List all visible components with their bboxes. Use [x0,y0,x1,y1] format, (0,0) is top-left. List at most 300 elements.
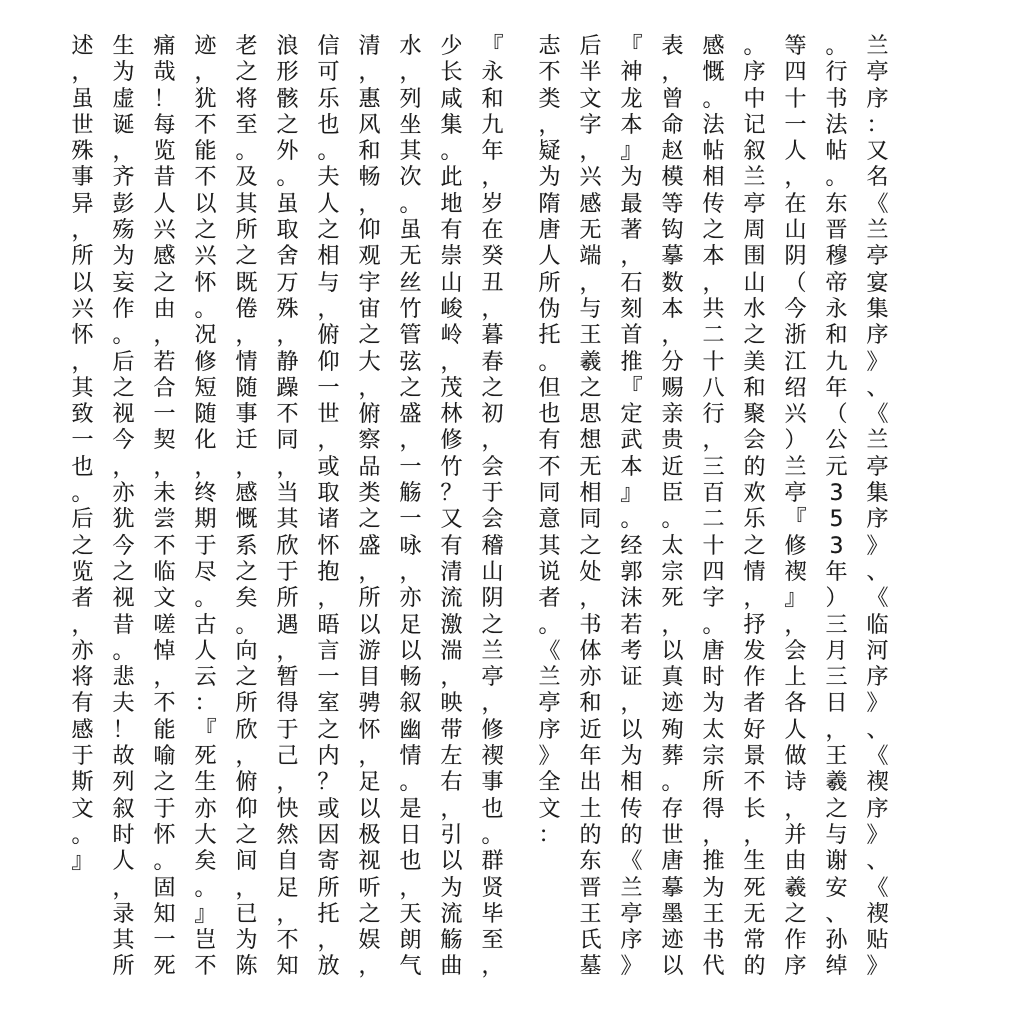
text-character: 殊 [276,296,299,322]
text-column [185,34,226,981]
text-character: 契 [153,428,176,454]
text-character: 文 [71,796,94,822]
text-character: 书 [579,612,602,638]
text-character: 在 [784,191,807,217]
text-character: 所 [702,770,725,796]
text-character: 氏 [579,928,602,954]
text-character: 阴 [481,586,504,612]
text-character: 者 [743,691,766,717]
text-character: 叙 [399,691,422,717]
text-character: ？ [440,481,463,507]
text-character: 人 [153,191,176,217]
text-character: 年 [481,139,504,165]
text-character: ， [440,349,463,375]
text-character: 也 [71,454,94,480]
text-character: 死 [661,586,684,612]
text-character: 骋 [358,691,381,717]
text-character: 元 [825,454,848,480]
text-character: 、 [866,559,889,585]
text-character: 孙 [825,928,848,954]
text-character: 的 [579,822,602,848]
text-character: 浪 [276,34,299,59]
text-character: 岭 [440,323,463,349]
text-character: 少 [440,34,463,59]
text-character: 之 [702,218,725,244]
text-character: 本 [620,454,643,480]
text-character: 或 [317,796,340,822]
text-character: 之 [235,559,258,585]
text-character: 端 [579,244,602,270]
text-character: 陈 [235,954,258,980]
text-character: ， [276,770,299,796]
text-character: 后 [579,34,602,59]
text-character: 修 [194,349,217,375]
text-character: ， [153,454,176,480]
text-character: 感 [153,244,176,270]
text-character: 丑 [481,270,504,296]
text-character: 抒 [743,612,766,638]
text-character: 类 [358,481,381,507]
text-character: 相 [620,770,643,796]
text-character: ， [784,796,807,822]
text-character: 。 [702,612,725,638]
text-character: 慨 [702,60,725,86]
text-column [431,34,472,981]
text-character: 夫 [112,691,135,717]
text-character: 崇 [440,244,463,270]
text-character: 作 [784,928,807,954]
text-character: 之 [235,665,258,691]
text-character: 以 [358,612,381,638]
text-character: 诞 [112,112,135,138]
text-character: 快 [276,796,299,822]
text-character: 数 [661,270,684,296]
text-character: 人 [538,244,561,270]
text-character: ， [276,454,299,480]
text-character: 禊 [866,901,889,927]
text-character: 后 [71,507,94,533]
text-character: 殇 [112,218,135,244]
text-character: 禊 [866,770,889,796]
text-character: 气 [399,954,422,980]
text-character: 文 [579,86,602,112]
text-character: 二 [702,507,725,533]
text-character: 。 [194,586,217,612]
text-character: 和 [481,86,504,112]
text-character: ， [71,218,94,244]
text-character: 修 [481,717,504,743]
text-character: 山 [481,559,504,585]
text-character: 犹 [194,86,217,112]
text-character: 若 [153,349,176,375]
text-character: 美 [743,349,766,375]
text-character: 世 [661,822,684,848]
text-character: 『 [620,34,643,59]
text-character: 今 [112,428,135,454]
text-character: 字 [702,586,725,612]
text-character: ， [440,665,463,691]
text-character: 山 [440,270,463,296]
text-character: 一 [317,665,340,691]
text-character: ， [440,796,463,822]
text-character: 会 [784,638,807,664]
text-character: 之 [235,244,258,270]
text-character: 欣 [276,533,299,559]
text-character: 所 [317,875,340,901]
text-character: 日 [399,822,422,848]
text-character: ！ [112,717,135,743]
text-character: 《 [866,191,889,217]
text-character: 以 [440,849,463,875]
text-character: 兰 [866,428,889,454]
text-character: 其 [276,507,299,533]
text-character: 不 [194,954,217,980]
text-character: 八 [702,375,725,401]
text-character: 。 [440,139,463,165]
text-character: 分 [661,349,684,375]
text-character: 》 [866,954,889,980]
text-character: 唐 [661,849,684,875]
text-character: 不 [153,691,176,717]
text-character: 情 [235,349,258,375]
text-character: 暂 [276,665,299,691]
text-character: 昔 [112,612,135,638]
text-character: 』 [620,481,643,507]
text-character: 得 [702,796,725,822]
text-character: 存 [661,796,684,822]
text-character: 江 [784,349,807,375]
text-character: 已 [235,901,258,927]
text-character: 年 [579,744,602,770]
text-character: ， [661,612,684,638]
text-character: 未 [153,481,176,507]
text-character: 同 [276,428,299,454]
text-character: 自 [276,849,299,875]
text-character: 摹 [661,244,684,270]
text-character: 怀 [153,822,176,848]
text-character: 天 [399,901,422,927]
intro-section [529,34,898,981]
text-character: 为 [702,691,725,717]
text-character: 视 [358,849,381,875]
text-character: ： [866,112,889,138]
text-character: 和 [743,375,766,401]
text-character: 集 [866,296,889,322]
text-character: 不 [743,770,766,796]
text-character: 穆 [825,244,848,270]
text-character: 长 [440,60,463,86]
text-character: 己 [276,744,299,770]
text-character: 与 [825,822,848,848]
text-character: 亦 [579,665,602,691]
text-character: 于 [276,717,299,743]
text-character: 异 [71,191,94,217]
text-character: ， [358,375,381,401]
text-column [349,34,390,981]
text-character: 宗 [702,744,725,770]
text-character: 的 [743,454,766,480]
text-character: 体 [579,638,602,664]
text-character: 意 [538,507,561,533]
text-character: 列 [399,86,422,112]
text-character: 龙 [620,86,643,112]
text-character: ， [112,139,135,165]
text-character: 之 [276,112,299,138]
text-character: 真 [661,665,684,691]
text-character: 序 [866,323,889,349]
text-character: 风 [358,112,381,138]
text-character: 土 [579,796,602,822]
text-character: 『 [784,507,807,533]
text-character: 知 [276,954,299,980]
text-character: 为 [440,875,463,901]
text-character: 帝 [825,270,848,296]
text-column [734,34,775,981]
text-character: 书 [702,928,725,954]
text-character: 娱 [358,928,381,954]
text-character: 彭 [112,191,135,217]
text-character: 想 [579,428,602,454]
text-character: ， [702,822,725,848]
text-character: ） [784,428,807,454]
text-character: 》 [866,822,889,848]
text-character: ， [661,323,684,349]
text-character: 察 [358,428,381,454]
text-character: 录 [112,901,135,927]
text-character: 东 [825,191,848,217]
text-character: 一 [153,928,176,954]
text-character: 九 [825,349,848,375]
text-character: 也 [317,112,340,138]
text-character: 绍 [784,375,807,401]
text-character: 览 [153,139,176,165]
text-character: 之 [358,507,381,533]
text-character: 带 [440,717,463,743]
text-character: 亭 [743,191,766,217]
text-character: 序 [866,507,889,533]
text-character: 百 [702,481,725,507]
text-character: 太 [661,533,684,559]
text-character: 周 [743,218,766,244]
text-character: 老 [235,34,258,59]
text-character: 不 [194,112,217,138]
text-character: 殊 [71,139,94,165]
text-character: 》 [866,349,889,375]
text-character: 人 [784,717,807,743]
text-character: 兰 [538,665,561,691]
text-character: ， [358,191,381,217]
text-character: 景 [743,744,766,770]
text-character: 兴 [153,218,176,244]
text-character: 兰 [481,638,504,664]
text-character: 、 [866,717,889,743]
text-character: 宴 [866,270,889,296]
text-character: 同 [579,507,602,533]
text-character: 人 [112,849,135,875]
text-character: 故 [112,744,135,770]
text-character: ， [153,323,176,349]
text-character: 乐 [317,86,340,112]
text-character: 为 [620,744,643,770]
text-character: ， [620,691,643,717]
text-character: 序 [743,60,766,86]
text-character: 绰 [825,954,848,980]
text-character: 传 [702,191,725,217]
text-character: 流 [440,901,463,927]
text-character: 湍 [440,638,463,664]
text-column [693,34,734,981]
text-character: ， [481,691,504,717]
text-character: 集 [440,112,463,138]
text-character: 其 [235,191,258,217]
text-character: 上 [784,665,807,691]
text-character: 托 [538,323,561,349]
text-character: 墨 [661,901,684,927]
text-character: 表 [661,34,684,59]
text-character: 著 [620,218,643,244]
text-character: 相 [702,165,725,191]
text-character: 之 [358,901,381,927]
text-character: 。 [194,296,217,322]
text-character: 所 [112,954,135,980]
text-character: 赐 [661,375,684,401]
text-character: 会 [743,428,766,454]
text-character: 』 [71,849,94,875]
text-character: 》 [866,691,889,717]
text-character: 但 [538,375,561,401]
text-character: 于 [71,744,94,770]
text-character: ， [358,60,381,86]
text-character: 文 [538,796,561,822]
text-character: 足 [276,875,299,901]
text-character: 近 [661,454,684,480]
text-character: 将 [235,86,258,112]
text-character: 虽 [399,218,422,244]
text-character: 岂 [194,928,217,954]
text-character: 取 [276,218,299,244]
text-character: ， [358,744,381,770]
text-character: 王 [825,744,848,770]
text-character: 无 [579,454,602,480]
text-character: 之 [71,533,94,559]
text-character: 有 [71,691,94,717]
text-character: 哉 [153,60,176,86]
text-character: 和 [579,691,602,717]
text-character: 静 [276,349,299,375]
text-character: ， [235,875,258,901]
text-character: ， [235,323,258,349]
text-character: ， [481,296,504,322]
text-character: 世 [71,112,94,138]
text-character: 之 [481,375,504,401]
text-character: ） [825,586,848,612]
text-character: 禊 [481,744,504,770]
text-character: 为 [620,165,643,191]
text-character: 》 [866,533,889,559]
text-character: 夫 [317,165,340,191]
text-character: 清 [440,559,463,585]
text-character: 此 [440,165,463,191]
text-character: 丝 [399,270,422,296]
text-character: 怀 [317,533,340,559]
text-character: 亭 [538,691,561,717]
text-character: 之 [194,218,217,244]
text-character: ， [71,612,94,638]
text-character: 欢 [743,481,766,507]
text-character: 宙 [358,296,381,322]
text-character: 字 [579,112,602,138]
text-character: 水 [743,296,766,322]
text-character: 『 [481,34,504,59]
text-character: 《 [538,638,561,664]
text-character: 之 [358,323,381,349]
text-character: 帖 [825,139,848,165]
text-character: 矣 [194,849,217,875]
text-character: 殉 [661,717,684,743]
text-character: 传 [620,796,643,822]
text-character: 也 [538,402,561,428]
text-character: 欣 [235,717,258,743]
text-character: 修 [440,428,463,454]
text-character: 年 [825,375,848,401]
text-character: 每 [153,112,176,138]
text-character: 说 [538,559,561,585]
text-character: 取 [317,481,340,507]
text-character: 毕 [481,901,504,927]
text-character: 引 [440,822,463,848]
text-character: 盛 [399,402,422,428]
text-character: ， [481,165,504,191]
text-character: 本 [620,112,643,138]
text-character: 春 [481,349,504,375]
text-character: 之 [112,375,135,401]
text-character: 类 [538,86,561,112]
text-column [267,34,308,981]
text-character: 右 [440,770,463,796]
text-character: 世 [317,402,340,428]
text-character: 』 [620,139,643,165]
text-character: 三 [825,665,848,691]
text-character: 、 [866,375,889,401]
text-character: ， [153,665,176,691]
text-character: ， [399,559,422,585]
text-character: 咸 [440,86,463,112]
text-character: 后 [112,349,135,375]
text-character: 所 [71,244,94,270]
text-character: 考 [620,638,643,664]
text-character: 并 [784,822,807,848]
text-character: 人 [194,638,217,664]
text-character: 十 [784,86,807,112]
text-character: 暮 [481,323,504,349]
text-character: 。 [235,139,258,165]
text-character: 三 [702,454,725,480]
text-column [857,34,898,981]
text-character: 之 [153,270,176,296]
text-character: 嗟 [153,612,176,638]
text-column [62,34,103,981]
text-character: 事 [71,165,94,191]
text-character: 5 [829,507,844,533]
text-character: 钩 [661,218,684,244]
text-character: 。 [743,34,766,59]
text-character: 王 [702,901,725,927]
text-character: 兴 [194,244,217,270]
text-character: 书 [825,86,848,112]
text-character: 极 [358,822,381,848]
text-character: 之 [235,60,258,86]
text-character: 情 [399,744,422,770]
